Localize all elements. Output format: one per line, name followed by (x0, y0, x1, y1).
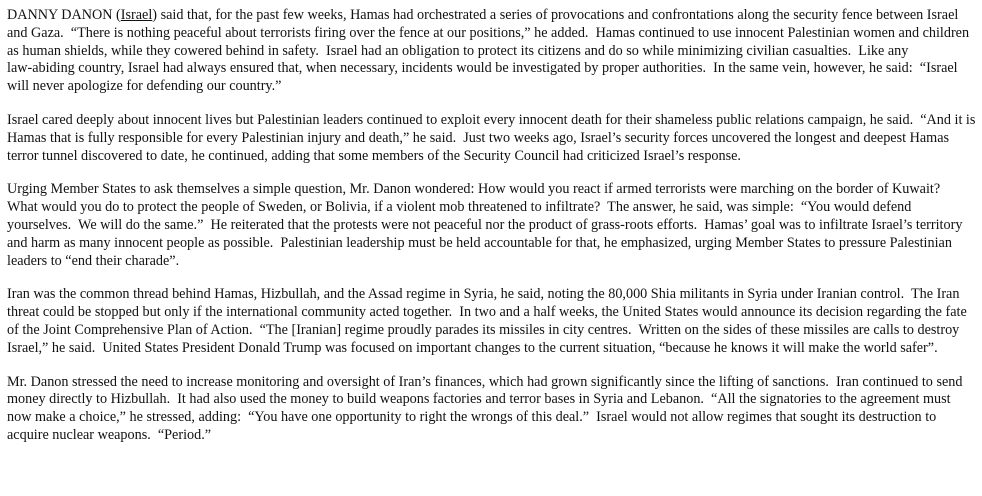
paragraph-2: Israel cared deeply about innocent lives but Palestinian leaders continued to exploit every innocent death for their shameless public relations campaign, he said. “And it is Hamas that is fully responsible for every Palestinian injury and death,” he said. Just two weeks ago, Israel’s security forces uncovered the longest and deepest Hamas terror tunnel discovered to date, he continued, adding that some members of the Security Council had criticized Israel’s response. (7, 111, 979, 164)
paragraph-5: Mr. Danon stressed the need to increase monitoring and oversight of Iran’s finances, which had grown significantly since the lifting of sanctions. Iran continued to send money directly to Hizbullah. It had also used the money to build weapons factories and terror bases in Syria and Lebanon. “All the signatories to the agreement must now make a choice,” he stressed, adding: “You have one opportunity to right the wrongs of this deal.” Israel would not allow regimes that sought its destruction to acquire nuclear weapons. “Period.” (7, 373, 966, 443)
document-body (7, 7, 977, 445)
paragraph-3: Urging Member States to ask themselves a simple question, Mr. Danon wondered: How would you react if armed terrorists were marching on the border of Kuwait? What would you do to protect the people of Sweden, or Bolivia, if a violent mob threatened to infiltrate? The answer, he said, was simple: “You would defend yourselves. We will do the same.” He reiterated that the protests were not peaceful nor the product of grass‑roots efforts. Hamas’ goal was to infiltrate Israel’s territory and harm as many innocent people as possible. Palestinian leadership must be held accountable for that, he emphasized, urging Member States to pressure Palestinian leaders to “end their charade”. (7, 181, 966, 269)
open-paren: ( (112, 7, 121, 23)
close-paren: ) (152, 7, 158, 23)
paragraph-4: Iran was the common thread behind Hamas, Hizbullah, and the Assad regime in Syria, he said, noting the 80,000 Shia militants in Syria under Iranian control. The Iran threat could be stopped but only if the international community acted together. In two and a half weeks, the United States would announce its decision regarding the fate of the Joint Comprehensive Plan of Action. “The [Iranian] regime proudly parades its missiles in city centres. Written on the sides of these missiles are calls to destroy Israel,” he said. United States President Donald Trump was focused on important changes to the current situation, “because he knows it will make the world safer”. (7, 286, 971, 356)
speaker-name: DANNY DANON (7, 7, 113, 23)
paragraph-1 (7, 7, 977, 96)
country-link-israel[interactable]: Israel (120, 7, 153, 23)
paragraph-1-text: said that, for the past few weeks, Hamas had orchestrated a series of provocations and confrontations along the security fence between Israel and Gaza. “There is nothing peaceful about terrorists firing over the fence at our positions,” he added. Hamas continued to use innocent Palestinian women and children as human shields, while they cowered behind in safety. Israel had an obligation to protect its citizens and do so while minimizing civilian casualties. Like any law‑abiding country, Israel had always ensured that, when necessary, incidents would be investigated by proper authorities. In the same vein, however, he said: “Israel will never apologize for defending our country.” (7, 7, 973, 95)
